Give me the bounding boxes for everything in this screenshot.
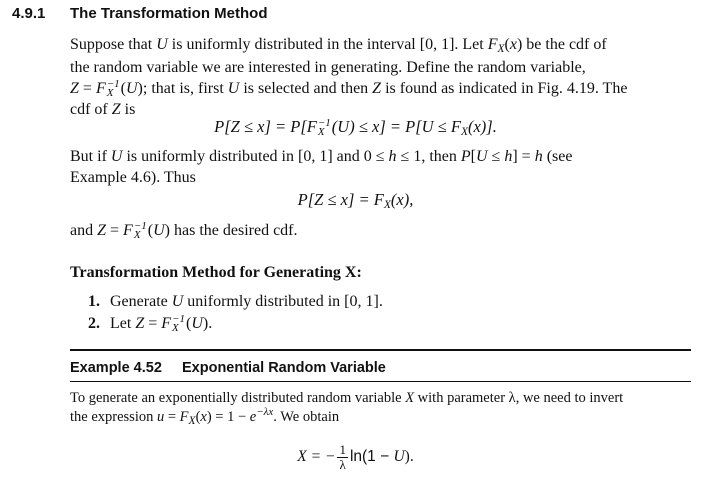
method-step-2: 2. Let Z = F −1 X (U). — [88, 313, 213, 335]
example-title: Exponential Random Variable — [182, 360, 386, 376]
example-top-rule — [70, 349, 691, 351]
example-paragraph — [70, 389, 691, 428]
equation-cdf-result: P[Z ≤ x] = FX(x), — [297, 190, 414, 211]
method-steps — [88, 291, 383, 335]
intro-line-2: the random variable we are interested in generating. Define the random variable, — [70, 59, 586, 76]
example-title-rule — [70, 381, 691, 382]
example-label: Example 4.52 — [70, 360, 162, 376]
example-line-2: the expression $u = F_X(x) = 1 - e^{-\lambda x}$. We obtain — [70, 406, 340, 427]
conclusion-line: and Z = F −1 X (U) has the desired cdf. — [70, 220, 298, 242]
intro-line-4: cdf of Z is — [70, 101, 136, 118]
intro-line-3: Z = F −1 X (U); that is, first U is selected and then Z is found as indicated in Fig. 4.19. The — [70, 78, 628, 100]
uniform-paragraph — [70, 146, 691, 188]
intro-line-1: Suppose that U is uniformly distributed in the interval [0, 1]. Let FX(x) be the cdf of — [70, 36, 607, 55]
equation-cdf-z: P[Z ≤ x] = P[F −1 X (U) ≤ x] = P[U ≤ FX(x)]. — [214, 117, 497, 139]
uniform-line-2: Example 4.6). Thus — [70, 169, 196, 186]
equation-exponential-inverse: X = − $\frac{1}{\lambda}$ ln(1 − U). — [297, 442, 414, 472]
section-number: 4.9.1 — [12, 5, 46, 22]
fraction-one-over-lambda: $\frac{1}{\lambda}$ — [339, 442, 346, 472]
uniform-line-1: But if U is uniformly distributed in [0, 1] and 0 ≤ h ≤ 1, then P[U ≤ h] = h (see — [70, 148, 573, 165]
section-title: The Transformation Method — [70, 5, 268, 22]
example-line-1: To generate an exponentially distributed random variable X with parameter λ, we need to invert — [70, 390, 624, 406]
method-step-1: 1. Generate U uniformly distributed in [0, 1]. — [88, 293, 383, 310]
method-heading: Transformation Method for Generating X: — [70, 264, 362, 281]
intro-paragraph — [70, 34, 691, 120]
